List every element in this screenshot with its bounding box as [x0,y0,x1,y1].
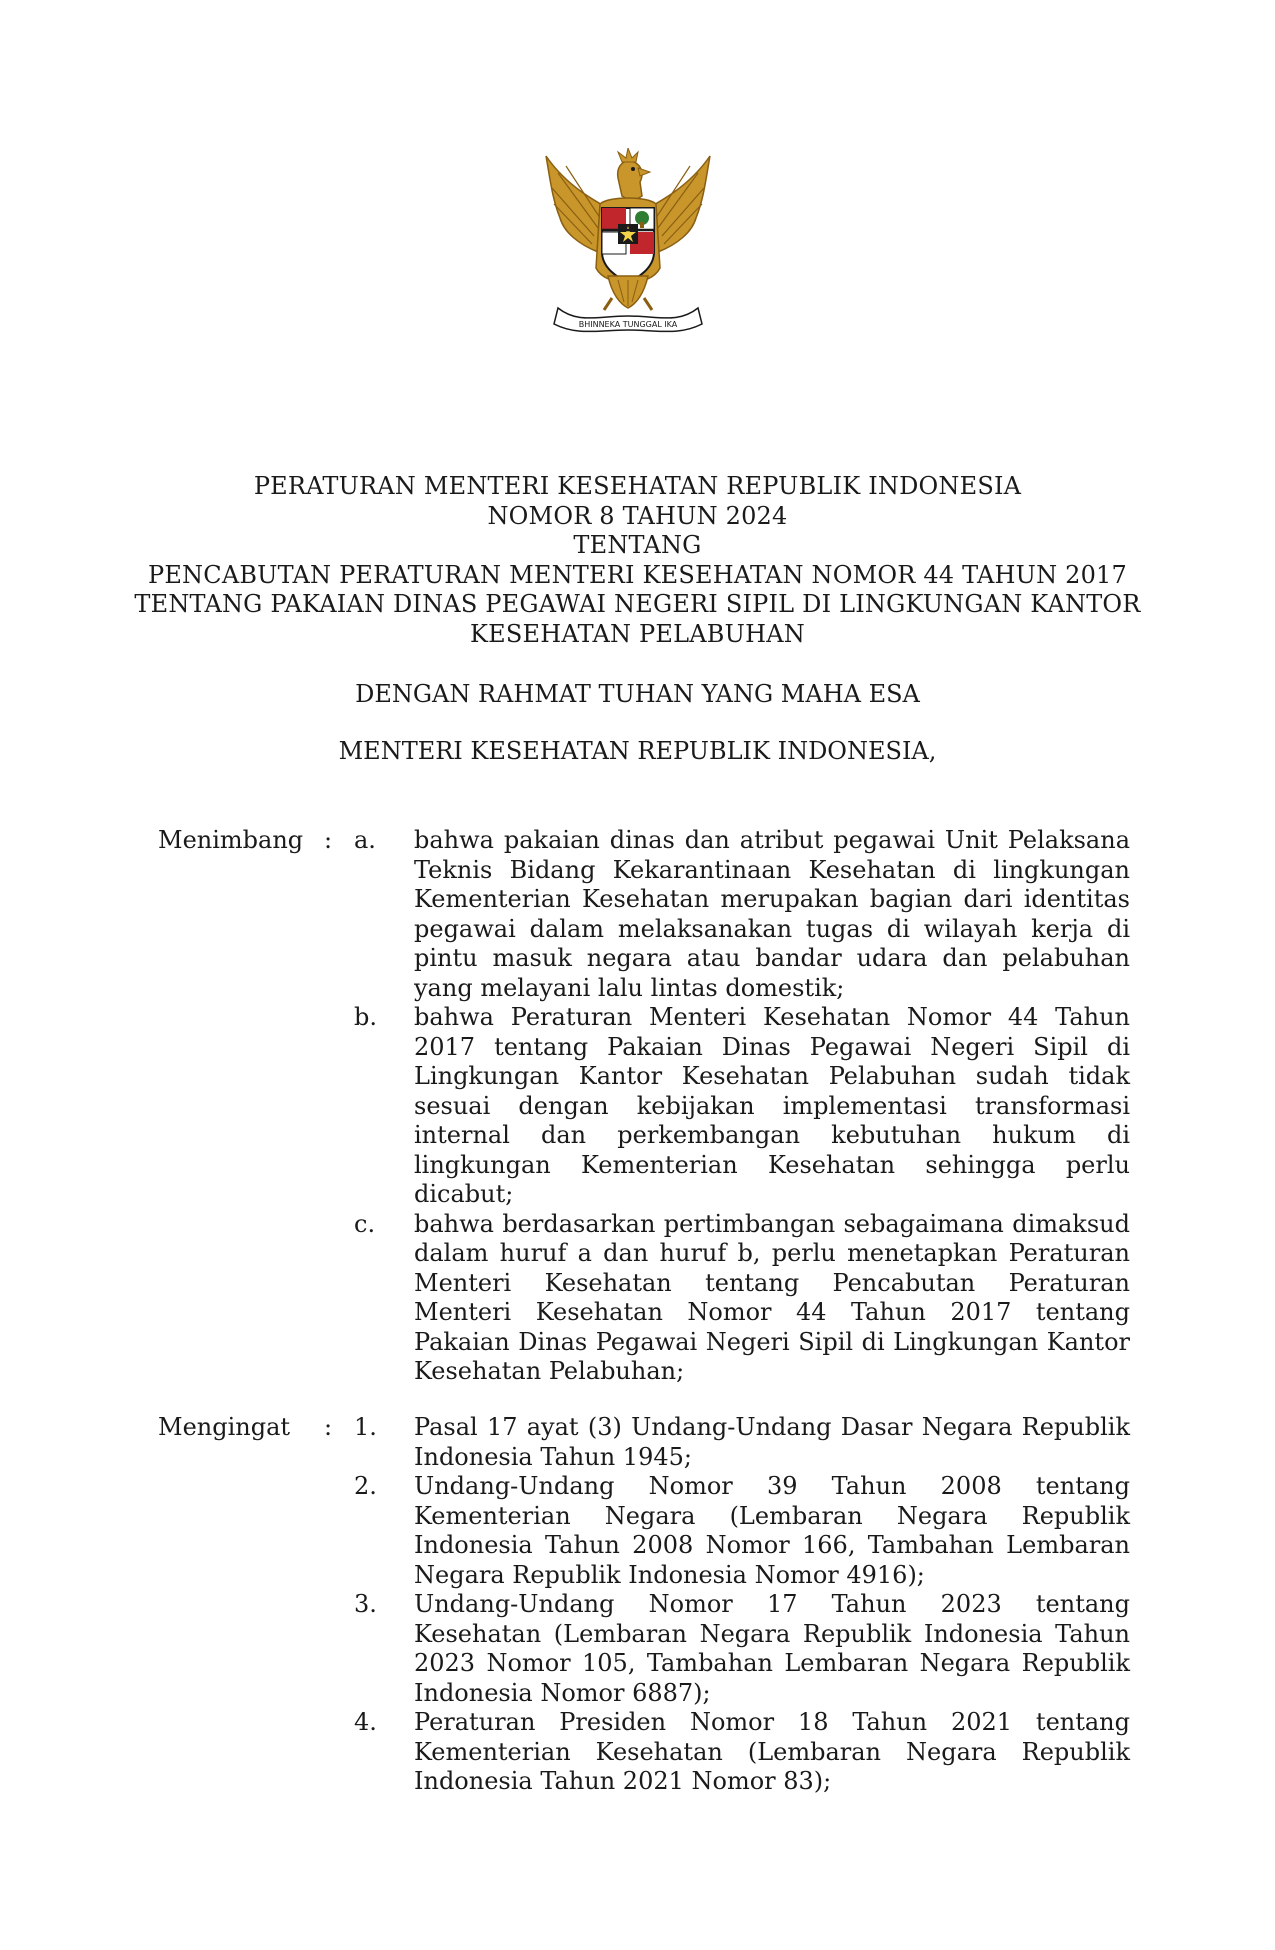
list-item [0,1708,1275,1797]
title-line: TENTANG PAKAIAN DINAS PEGAWAI NEGERI SIPIL DI LINGKUNGAN KANTOR [134,590,1141,618]
title-line: PERATURAN MENTERI KESEHATAN REPUBLIK INDONESIA [253,472,1022,500]
garuda-icon [538,148,718,338]
list-item [0,826,1275,1003]
title-line: NOMOR 8 TAHUN 2024 [487,501,788,530]
list-item [0,1413,1275,1472]
list-item [0,1210,1275,1387]
section-label: Mengingat [158,1413,291,1441]
list-item [0,1472,1275,1590]
menimbang-section [0,826,1275,1387]
item-text: Undang-Undang Nomor 39 Tahun 2008 tentang Kementerian Negara (Lembaran Negara Republik Indonesia Tahun 2008 Nomor 166, Tambahan Lembaran Negara Republik Indonesia Nomor 4916); [414,1472,1130,1589]
item-marker: a. [354,826,376,854]
mengingat-section [0,1413,1275,1797]
section-colon: : [324,1413,333,1441]
title-line: PENCABUTAN PERATURAN MENTERI KESEHATAN NOMOR 44 TAHUN 2017 [147,560,1127,589]
item-marker: 2. [354,1472,377,1500]
item-text: Undang-Undang Nomor 17 Tahun 2023 tentang Kesehatan (Lembaran Negara Republik Indonesia Tahun 2023 Nomor 105, Tambahan Lembaran Negara Republik Indonesia Nomor 6887); [414,1590,1130,1707]
section-label: Menimbang [158,826,304,854]
item-marker: b. [354,1003,377,1031]
list-item [0,1590,1275,1708]
regulation-title [0,472,1275,649]
item-text: bahwa berdasarkan pertimbangan sebagaimana dimaksud dalam huruf a dan huruf b, perlu menetapkan Peraturan Menteri Kesehatan tentang Pencabutan Peraturan Menteri Kesehatan Nomor 44 Tahun 2017 tentang Pakaian Dinas Pegawai Negeri Sipil di Lingkungan Kantor Kesehatan Pelabuhan; [414,1209,1130,1385]
item-marker: 1. [354,1413,377,1441]
item-marker: 3. [354,1590,377,1618]
item-text: bahwa pakaian dinas dan atribut pegawai Unit Pelaksana Teknis Bidang Kekarantinaan Kesehatan di lingkungan Kementerian Kesehatan merupakan bagian dari identitas pegawai dalam melaksanakan tugas di wilayah kerja di pintu masuk negara atau bandar udara dan pelabuhan yang melayani lalu lintas domestik; [414,826,1130,1002]
motto-ribbon-text: BHINNEKA TUNGGAL IKA [578,320,678,329]
item-text: bahwa Peraturan Menteri Kesehatan Nomor 44 Tahun 2017 tentang Pakaian Dinas Pegawai Negeri Sipil di Lingkungan Kantor Kesehatan Pelabuhan sudah tidak sesuai dengan kebijakan implementasi transformasi internal dan perkembangan kebutuhan hukum di lingkungan Kementerian Kesehatan sehingga perlu dicabut; [414,1003,1130,1208]
title-line: KESEHATAN PELABUHAN [470,619,805,648]
item-marker: c. [354,1209,376,1238]
item-text: Peraturan Presiden Nomor 18 Tahun 2021 tentang Kementerian Kesehatan (Lembaran Negara Republik Indonesia Tahun 2021 Nomor 83); [414,1708,1130,1795]
item-text: Pasal 17 ayat (3) Undang-Undang Dasar Negara Republik Indonesia Tahun 1945; [414,1413,1130,1471]
issuer-heading: MENTERI KESEHATAN REPUBLIK INDONESIA, [338,737,937,765]
invocation-heading: DENGAN RAHMAT TUHAN YANG MAHA ESA [355,680,920,708]
title-line: TENTANG [573,531,702,559]
list-item [0,1003,1275,1210]
garuda-pancasila-emblem [538,148,718,338]
section-colon: : [324,826,333,854]
item-marker: 4. [354,1708,377,1736]
